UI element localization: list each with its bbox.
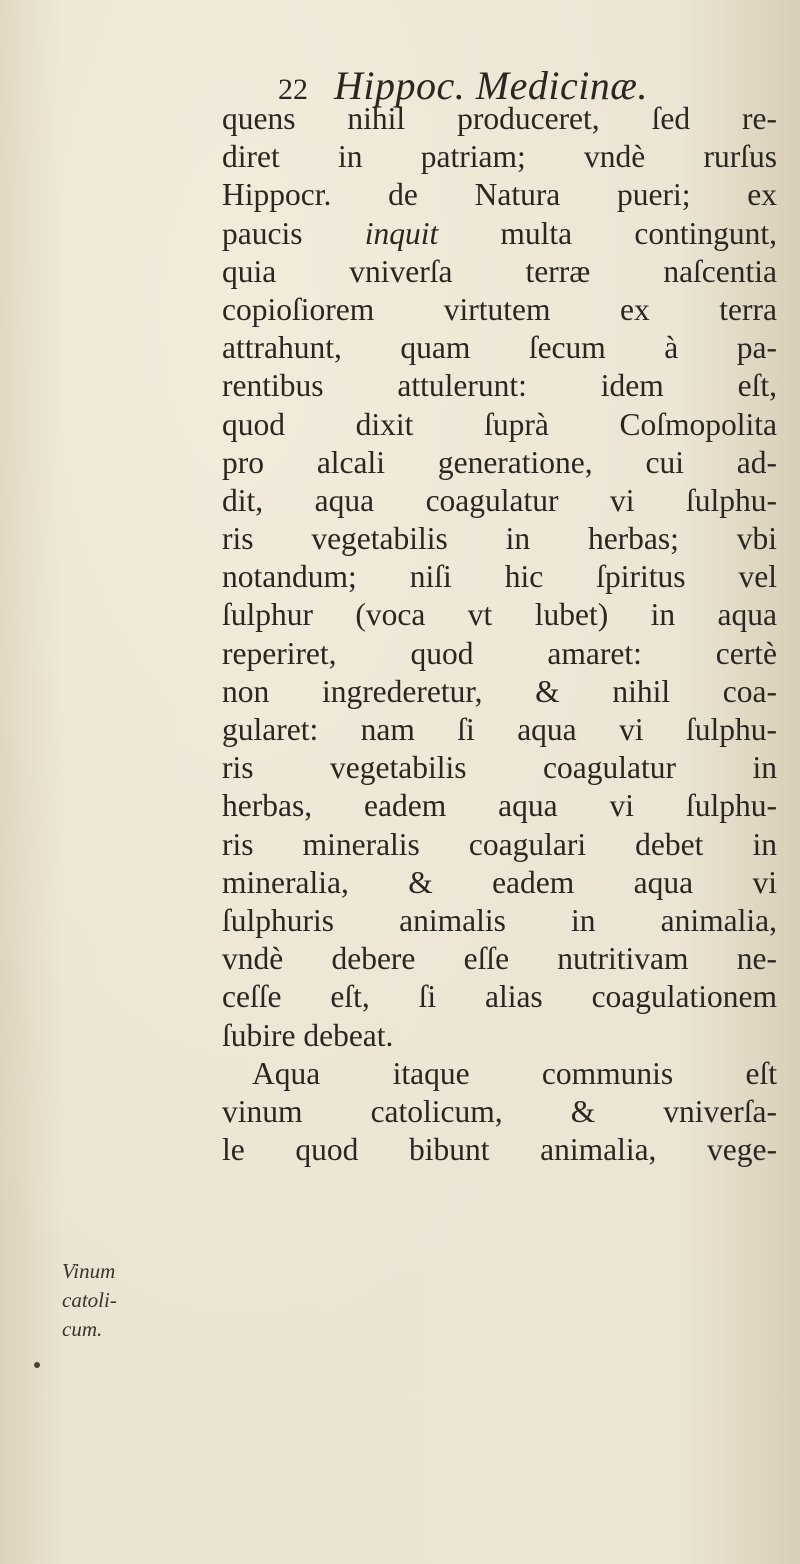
text-line: ceſſe eſt, ſi alias coagulationem [222, 979, 777, 1015]
text-line: non ingrederetur, & nihil coa- [222, 673, 777, 709]
text-line: rentibus attulerunt: idem eſt, [222, 368, 777, 404]
text-line: Aqua itaque communis eſt [252, 1055, 777, 1091]
text-line: ris vegetabilis in herbas; vbi [222, 521, 777, 557]
text-line: ris mineralis coagulari debet in [222, 826, 777, 862]
margin-note-line: cum. [62, 1317, 103, 1341]
text-line: attrahunt, quam ſecum à pa- [222, 330, 777, 366]
running-head: Hippoc. Medicinæ. [334, 63, 648, 108]
text-line: mineralia, & eadem aqua vi [222, 864, 777, 900]
italic-word: inquit [364, 215, 439, 251]
text-line: diret in patriam; vndè rurſus [222, 139, 777, 175]
text-line: le quod bibunt animalia, vege- [222, 1132, 777, 1168]
text-line: quens nihil produceret, ſed re- [222, 101, 777, 136]
text-line: copioſiorem virtutem ex terra [222, 291, 777, 327]
text-line: vinum catolicum, & vniverſa- [222, 1093, 777, 1129]
text-line: vndè debere eſſe nutritivam ne- [222, 941, 777, 977]
text-line: pro alcali generatione, cui ad- [222, 444, 777, 480]
text-line: dit, aqua coagulatur vi ſulphu- [222, 482, 777, 518]
text-line: Hippocr. de Natura pueri; ex [222, 177, 777, 213]
page-number: 22 [278, 73, 308, 106]
text-line: reperiret, quod amaret: certè [222, 635, 777, 671]
margin-note-line: Vinum [62, 1259, 116, 1283]
text-line: ſubire debeat. [222, 1017, 394, 1053]
text-line: quia vniverſa terræ naſcentia [222, 253, 777, 289]
text-line: ris vegetabilis coagulatur in [222, 750, 777, 786]
text-line: gularet: nam ſi aqua vi ſulphu- [222, 712, 777, 747]
text-line: ſulphur (voca vt lubet) in aqua [222, 597, 777, 633]
margin-dot [34, 1362, 40, 1368]
text-line: herbas, eadem aqua vi ſulphu- [222, 788, 777, 824]
text-line: quod dixit ſuprà Coſmopolita [222, 406, 777, 442]
text-line: paucis inquit multa contingunt, [222, 215, 777, 251]
body-text [222, 100, 777, 1169]
text-line: notandum; niſi hic ſpiritus vel [222, 559, 777, 595]
margin-note [62, 1257, 182, 1344]
text-line: ſulphuris animalis in animalia, [222, 902, 777, 938]
margin-note-line: catoli- [62, 1288, 117, 1312]
